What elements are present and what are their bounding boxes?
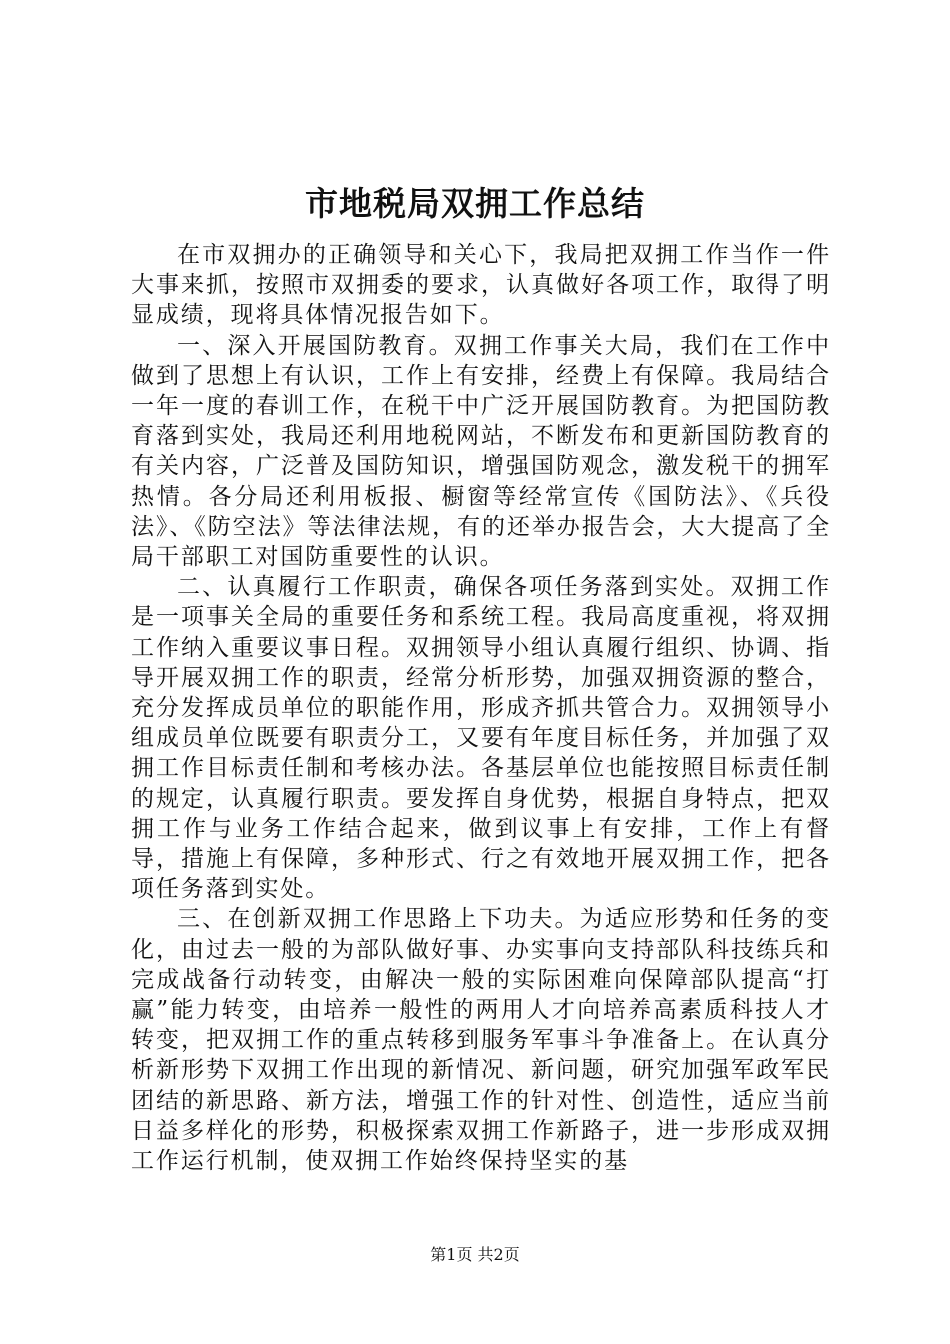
paragraph-national-defense-education: 一、深入开展国防教育。双拥工作事关大局，我们在工作中做到了思想上有认识，工作上有安排，经费上有保障。我局结合一年一度的春训工作，在税干中广泛开展国防教育。为把国防教育落到实处，我局还利用地税网站，不断发布和更新国防教育的有关内容，广泛普及国防知识，增强国防观念，激发税干的拥军热情。各分局还利用板报、橱窗等经常宣传《国防法》、《兵役法》、《防空法》等法律法规，有的还举办报告会，大大提高了全局干部职工对国防重要性的认识。 xyxy=(131,332,831,571)
document-body xyxy=(131,240,831,1176)
page-footer xyxy=(0,1243,950,1267)
paragraph-innovation: 三、在创新双拥工作思路上下功夫。为适应形势和任务的变化，由过去一般的为部队做好事、办实事向支持部队科技练兵和完成战备行动转变，由解决一般的实际困难向保障部队提高“打赢”能力转变，由培养一般性的两用人才向培养高素质科技人才转变，把双拥工作的重点转移到服务军事斗争准备上。在认真分析新形势下双拥工作出现的新情况、新问题，研究加强军政军民团结的新思路、新方法，增强工作的针对性、创造性，适应当前日益多样化的形势，积极探索双拥工作新路子，进一步形成双拥工作运行机制，使双拥工作始终保持坚实的基 xyxy=(131,906,831,1175)
document-title: 市地税局双拥工作总结 xyxy=(305,184,645,223)
paragraph-intro: 在市双拥办的正确领导和关心下，我局把双拥工作当作一件大事来抓，按照市双拥委的要求，认真做好各项工作，取得了明显成绩，现将具体情况报告如下。 xyxy=(131,242,831,329)
paragraph-duties: 二、认真履行工作职责，确保各项任务落到实处。双拥工作是一项事关全局的重要任务和系统工程。我局高度重视，将双拥工作纳入重要议事日程。双拥领导小组认真履行组织、协调、指导开展双拥工作的职责，经常分析形势，加强双拥资源的整合，充分发挥成员单位的职能作用，形成齐抓共管合力。双拥领导小组成员单位既要有职责分工，又要有年度目标任务，并加强了双拥工作目标责任制和考核办法。各基层单位也能按照目标责任制的规定，认真履行职责。要发挥自身优势，根据自身特点，把双拥工作与业务工作结合起来，做到议事上有安排，工作上有督导，措施上有保障，多种形式、行之有效地开展双拥工作，把各项任务落到实处。 xyxy=(131,574,831,903)
page-number: 第1页 共2页 xyxy=(430,1245,520,1264)
